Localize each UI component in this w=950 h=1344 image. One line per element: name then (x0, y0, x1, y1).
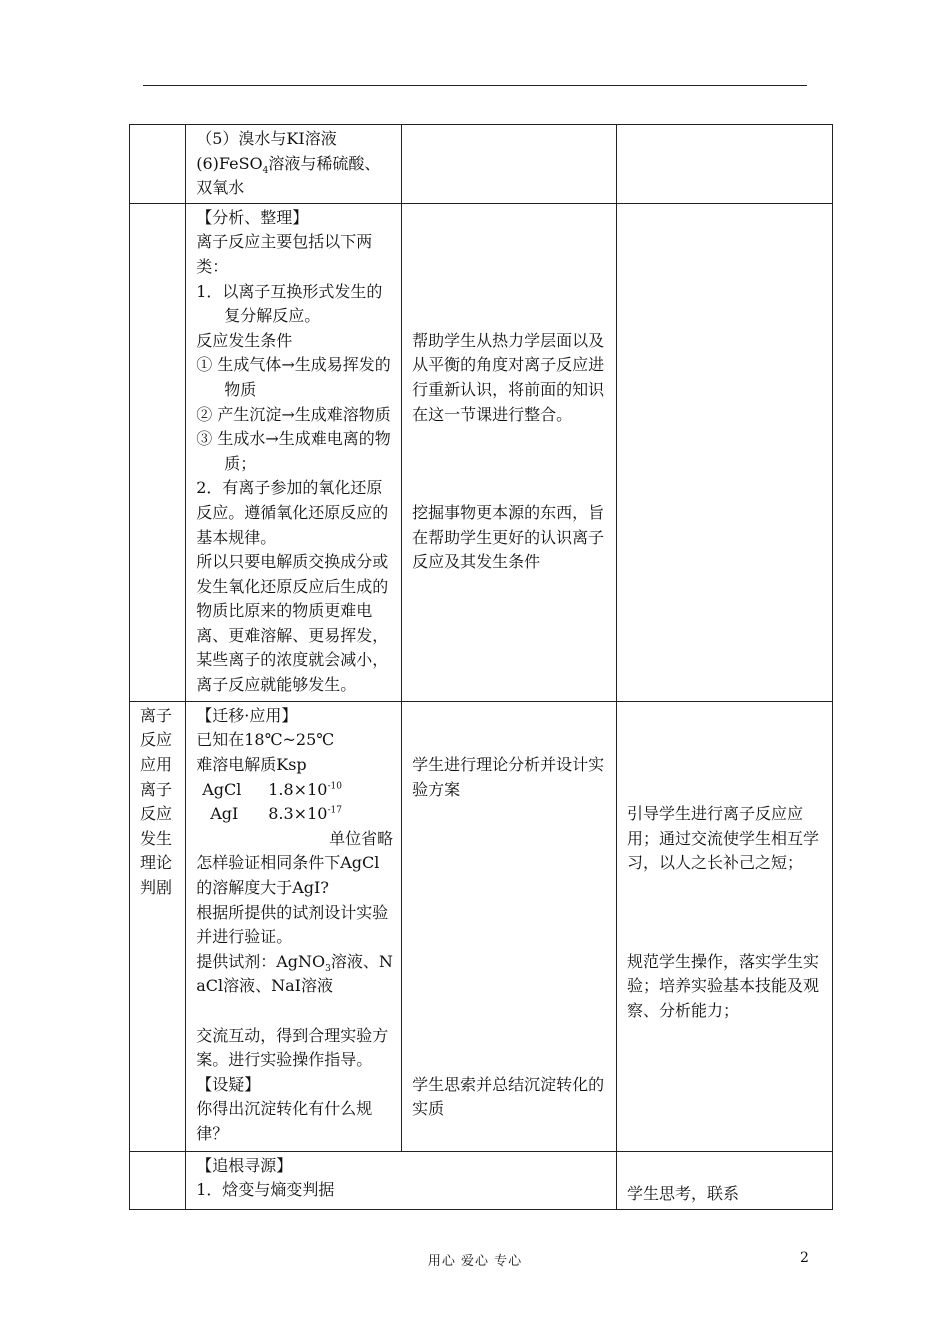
text-fragment: 提供试剂：AgNO (196, 951, 326, 971)
content-cell (186, 203, 402, 701)
compound-name: AgI (210, 804, 239, 824)
table-row (130, 1151, 833, 1209)
content-cell (186, 125, 402, 204)
compound-name: AgCl (202, 779, 242, 799)
ksp-exponent: -17 (327, 805, 342, 816)
stage-cell (130, 701, 186, 1151)
intent-text: 学生思考，联系 (627, 1184, 740, 1204)
content-line (196, 152, 393, 201)
subscript: 3 (325, 963, 331, 974)
content-line (196, 950, 393, 999)
content-line: ② 产生沉淀→生成难溶物质 (196, 404, 391, 424)
stage-label: 离子反应应用离子反应发生理论判剧 (140, 705, 173, 897)
content-line: （5）溴水与KI溶液 (196, 129, 337, 148)
intent-text: 帮助学生从热力学层面以及从平衡的角度对离子反应进行重新认识，将前面的知识在这一节课进行整合。 (412, 330, 605, 424)
content-line: 2．有离子参加的氧化还原反应。遵循氧化还原反应的基本规律。 (196, 478, 389, 547)
content-line: 所以只要电解质交换成分或发生氧化还原反应后生成的物质比原来的物质更难电离、更难溶解、更易挥发，某些离子的浓度就会减小，离子反应就能够发生。 (196, 552, 389, 695)
design-intent-cell (617, 203, 833, 701)
page-number: 2 (800, 1250, 809, 1266)
design-intent-cell (617, 1151, 833, 1209)
text-fragment: (6)FeSO (196, 153, 263, 173)
table-row (130, 701, 833, 1151)
content-line: 1．以离子互换形式发生的复分解反应。 (196, 281, 383, 326)
content-line: 1．焓变与熵变判据 (196, 1180, 335, 1200)
ksp-row (196, 778, 393, 803)
content-line: ③ 生成水→生成难电离的物质； (196, 429, 391, 473)
intent-text: 挖掘事物更本源的东西，旨在帮助学生更好的认识离子反应及其发生条件 (412, 502, 605, 572)
student-activity-cell (402, 701, 617, 1151)
content-line: 离子反应主要包括以下两类： (196, 232, 373, 276)
section-heading: 【设疑】 (196, 1074, 261, 1094)
content-cell (186, 701, 402, 1151)
design-intent-cell (617, 125, 833, 204)
ksp-exponent: -10 (327, 781, 342, 792)
content-line: 已知在18℃~25℃ (196, 730, 335, 750)
content-line: 怎样验证相同条件下AgCl的溶解度大于AgI? (196, 853, 380, 897)
stage-cell (130, 125, 186, 204)
ksp-mantissa: 1.8×10 (268, 779, 328, 799)
content-line: 根据所提供的试剂设计实验并进行验证。 (196, 902, 389, 947)
student-activity-cell (402, 125, 617, 204)
text-fragment: 溶液、NaCl溶液、NaI溶液 (196, 951, 393, 996)
section-heading: 【分析、整理】 (196, 207, 309, 227)
ksp-value (254, 778, 342, 803)
table-row (130, 125, 833, 204)
ksp-row (196, 802, 393, 827)
subscript: 4 (262, 165, 269, 176)
text-fragment: 溶液与稀硫酸、双氧水 (196, 153, 381, 198)
activity-text: 学生思索并总结沉淀转化的实质 (412, 1074, 605, 1119)
content-line: 你得出沉淀转化有什么规律？ (196, 1099, 373, 1143)
content-line: 难溶电解质Ksp (196, 754, 307, 774)
section-heading: 【迁移·应用】 (196, 705, 298, 725)
table-row (130, 203, 833, 701)
activity-text: 学生进行理论分析并设计实验方案 (412, 754, 605, 799)
stage-cell (130, 203, 186, 701)
footer-slogan: 用心 爱心 专心 (427, 1254, 523, 1269)
stage-cell (130, 1151, 186, 1209)
ksp-value (254, 802, 342, 827)
content-line: 反应发生条件 (196, 330, 293, 350)
lesson-plan-table (129, 124, 833, 1210)
unit-note: 单位省略 (329, 828, 394, 848)
section-heading: 【追根寻源】 (196, 1155, 293, 1175)
intent-text: 引导学生进行离子反应应用；通过交流使学生相互学习，以人之长补己之短； (627, 804, 820, 873)
ksp-mantissa: 8.3×10 (268, 804, 328, 824)
student-activity-cell (402, 203, 617, 701)
content-line: 交流互动，得到合理实验方案。进行实验操作指导。 (196, 1025, 389, 1070)
design-intent-cell (617, 701, 833, 1151)
content-line: ① 生成气体→生成易挥发的物质 (196, 355, 391, 399)
intent-text: 规范学生操作，落实学生实验；培养实验基本技能及观察、分析能力； (627, 951, 820, 1020)
header-rule (143, 85, 807, 86)
content-cell (186, 1151, 617, 1209)
